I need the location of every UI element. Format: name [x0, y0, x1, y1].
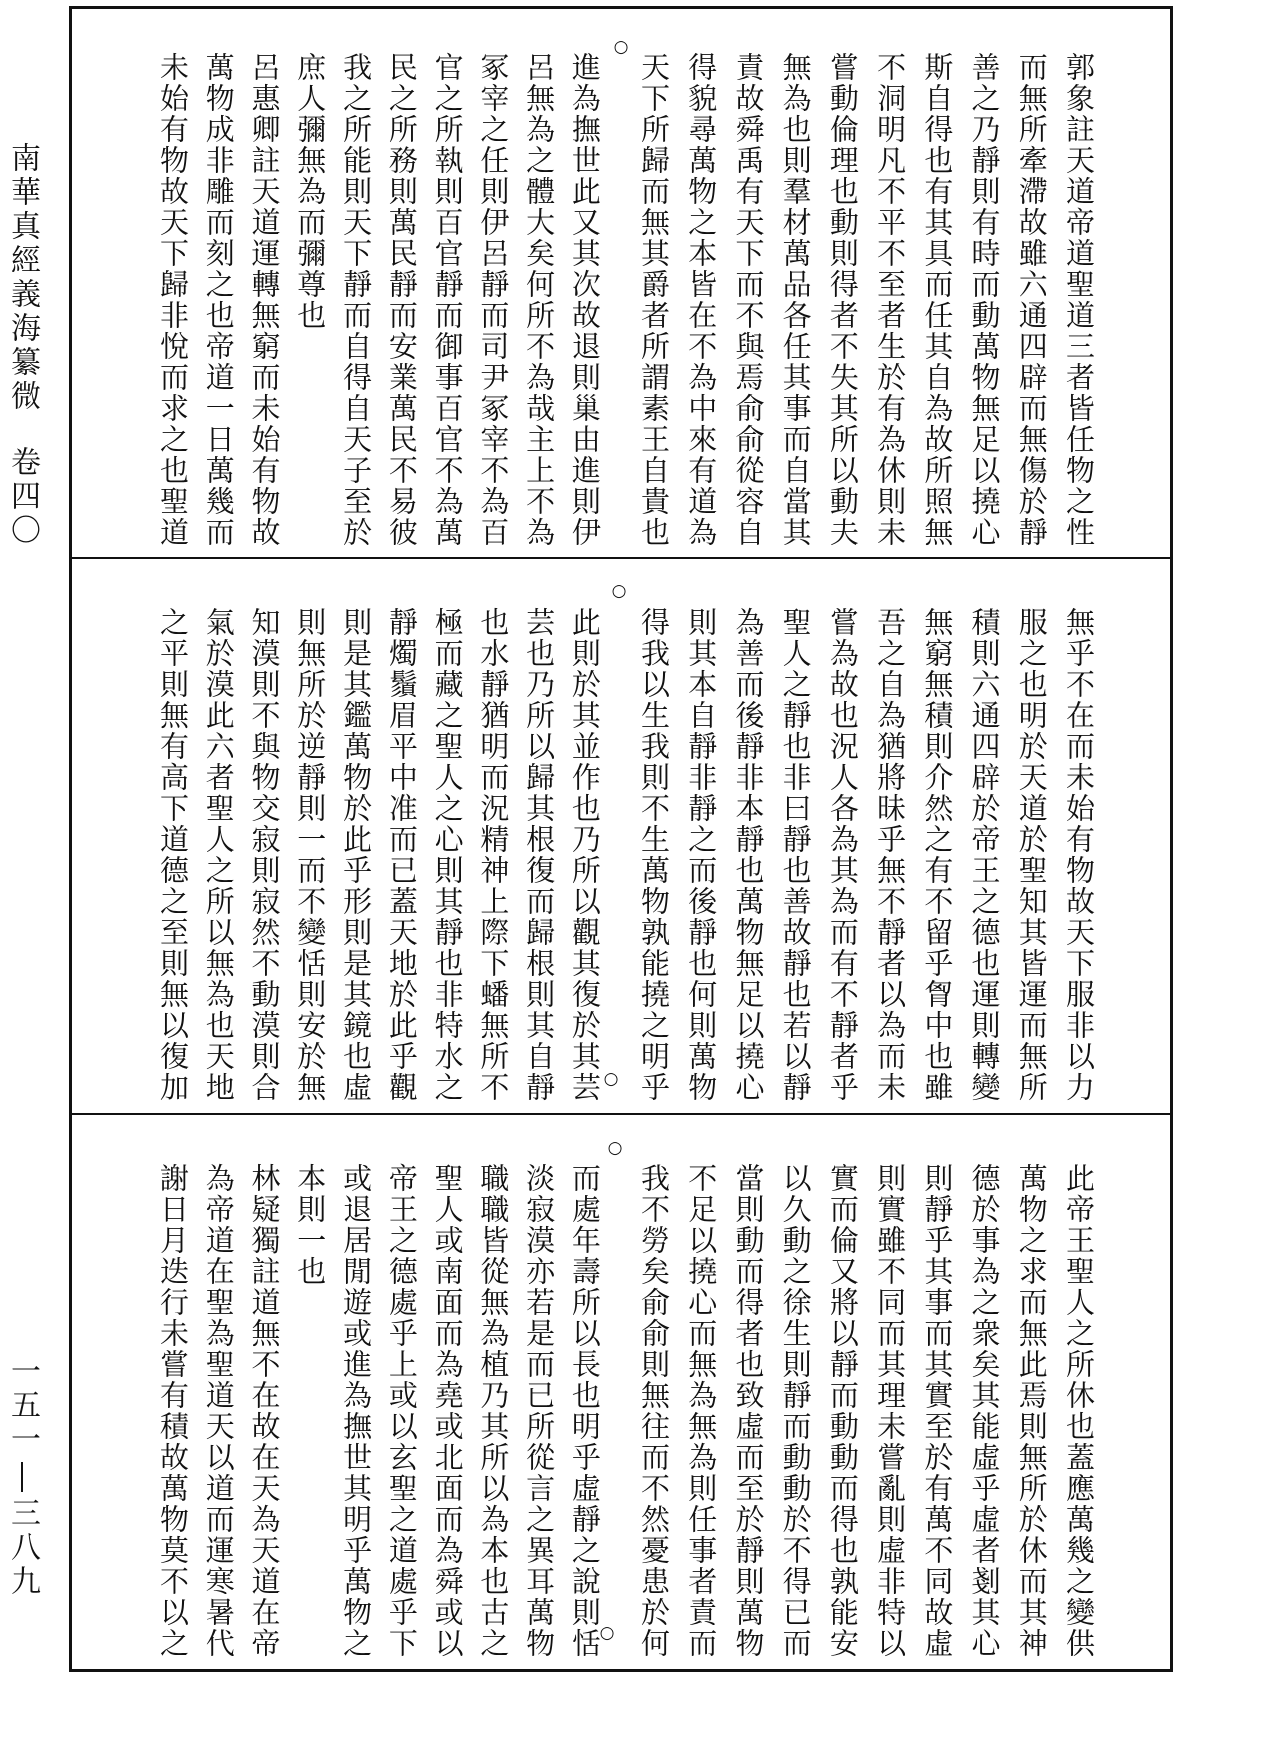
text-column: 吾之自為猶將昧乎無不靜者以為而未: [873, 607, 908, 1103]
text-column: 進為撫世此又其次故退則巢由進則伊: [567, 52, 602, 548]
text-column: 而處年壽所以長也明乎虛靜之說則恬: [567, 1163, 602, 1659]
text-column: 也水靜猶明而況精神上際下蟠無所不: [476, 607, 511, 1103]
right-half-leaf: [632, 1163, 1101, 1663]
text-column: 郭象註天道帝道聖道三者皆任物之性: [1061, 52, 1096, 548]
text-column: 則是其鑑萬物於此乎形則是其鏡也虛: [339, 607, 374, 1103]
text-column: 冢宰之任則伊呂靜而司尹冢宰不為百: [476, 52, 511, 548]
text-column: 無乎不在而未始有物故天下服非以力: [1061, 607, 1096, 1103]
book-title: 南華真經義海纂微: [5, 142, 40, 414]
text-column: 庶人彌無為而彌尊也: [293, 52, 328, 331]
text-column: 為帝道在聖為聖道天以道而運寒暑代: [201, 1163, 236, 1659]
text-frame: [69, 6, 1173, 1672]
page-number-leaf: 三八九: [5, 1497, 40, 1599]
text-column: 我不勞矣俞俞則無往而不然憂患於何: [637, 1163, 671, 1659]
text-column: 則實雖不同而其理未嘗亂則虛非特以: [873, 1163, 908, 1659]
text-register-2: [72, 559, 1170, 1115]
text-column: 知漠則不與物交寂則寂然不動漠則合: [247, 607, 282, 1103]
text-column: 萬物之求而無此焉則無所於休而其神: [1014, 1163, 1049, 1659]
section-mark: ○: [607, 1138, 623, 1158]
text-register-3: [72, 1115, 1170, 1669]
page-number-volume: 一五一: [5, 1355, 40, 1457]
text-column: 實而倫又將以靜而動動而得也孰能安: [825, 1163, 860, 1659]
section-mark: ○: [603, 1069, 619, 1089]
text-column: 之平則無有高下道德之至則無以復加: [156, 607, 190, 1103]
text-column: 林疑獨註道無不在故在天為天道在帝: [247, 1163, 282, 1659]
text-column: 得貌尋萬物之本皆在不為中來有道為: [684, 52, 719, 548]
text-column: 不洞明凡不平不至者生於有為休則未: [873, 52, 908, 548]
text-column: 氣於漠此六者聖人之所以無為也天地: [201, 607, 236, 1103]
left-half-leaf: [151, 1163, 607, 1663]
text-column: 本則一也: [293, 1163, 328, 1287]
text-column: 善之乃靜則有時而動萬物無足以撓心: [967, 52, 1002, 548]
text-column: 不足以撓心而無為無為則任事者責而: [684, 1163, 719, 1659]
text-column: 天下所歸而無其爵者所謂素王自貴也: [637, 52, 671, 548]
left-half-leaf: [151, 607, 607, 1107]
text-column: 官之所執則百官靜而御事百官不為萬: [430, 52, 465, 548]
text-column: 嘗為故也況人各為其為而有不靜者乎: [825, 607, 860, 1103]
text-column: 職職皆從無為植乃其所以為本也古之: [476, 1163, 511, 1659]
right-half-leaf: [632, 607, 1101, 1107]
text-column: 則其本自靜非靜之而後靜也何則萬物: [684, 607, 719, 1103]
page-number-separator: [21, 1462, 23, 1492]
text-column: 聖人之靜也非曰靜也善故靜也若以靜: [778, 607, 813, 1103]
text-column: 積則六通四辟於帝王之德也運則轉變: [967, 607, 1002, 1103]
text-column: 德於事為之衆矣其能虛乎虛者剗其心: [967, 1163, 1002, 1659]
text-column: 呂惠卿註天道運轉無窮而未始有物故: [247, 52, 282, 548]
text-column: 則靜乎其事而其實至於有萬不同故虛: [920, 1163, 955, 1659]
text-column: 無為也則羣材萬品各任其事而自當其: [778, 52, 813, 548]
section-mark: ○: [613, 37, 629, 57]
left-half-leaf: [151, 52, 607, 552]
text-column: 或退居閒遊或進為撫世其明乎萬物之: [339, 1163, 374, 1659]
text-column: 為善而後靜非本靜也萬物無足以撓心: [731, 607, 766, 1103]
text-column: 未始有物故天下歸非悅而求之也聖道: [156, 52, 190, 548]
text-column: 則無所於逆靜則一而不變恬則安於無: [293, 607, 328, 1103]
text-column: 民之所務則萬民靜而安業萬民不易彼: [384, 52, 419, 548]
text-column: 以久動之徐生則靜而動動於不得已而: [778, 1163, 813, 1659]
text-column: 聖人或南面而為堯或北面而為舜或以: [430, 1163, 465, 1659]
text-column: 當則動而得者也致虛而至於靜則萬物: [731, 1163, 766, 1659]
text-column: 責故舜禹有天下而不與焉俞俞從容自: [731, 52, 766, 548]
text-column: 服之也明於天道於聖知其皆運而無所: [1014, 607, 1049, 1103]
text-column: 芸也乃所以歸其根復而歸根則其自靜: [522, 607, 557, 1103]
text-column: 無窮無積則介然之有不留乎胷中也雖: [920, 607, 955, 1103]
text-column: 極而藏之聖人之心則其靜也非特水之: [430, 607, 465, 1103]
text-column: 我之所能則天下靜而自得自天子至於: [339, 52, 374, 548]
text-column: 帝王之德處乎上或以玄聖之道處乎下: [384, 1163, 419, 1659]
text-column: 得我以生我則不生萬物孰能撓之明乎: [637, 607, 671, 1103]
text-column: 嘗動倫理也動則得者不失其所以動夫: [825, 52, 860, 548]
text-column: 此帝王聖人之所休也蓋應萬幾之變供: [1061, 1163, 1096, 1659]
text-column: 謝日月迭行未嘗有積故萬物莫不以之: [156, 1163, 190, 1659]
text-column: 萬物成非雕而刻之也帝道一日萬幾而: [201, 52, 236, 548]
text-column: 淡寂漠亦若是而已所從言之異耳萬物: [522, 1163, 557, 1659]
text-column: 此則於其並作也乃所以觀其復於其芸: [567, 607, 602, 1103]
text-column: 靜燭鬚眉平中准而已蓋天地於此乎觀: [384, 607, 419, 1103]
volume-label: 卷四〇: [5, 446, 40, 548]
text-register-1: [72, 9, 1170, 559]
text-column: 斯自得也有其具而任其自為故所照無: [920, 52, 955, 548]
text-column: 呂無為之體大矣何所不為哉主上不為: [522, 52, 557, 548]
section-mark: ○: [611, 581, 627, 601]
section-mark: ○: [599, 1623, 615, 1643]
text-column: 而無所牽滯故雖六通四辟而無傷於靜: [1014, 52, 1049, 548]
right-half-leaf: [632, 52, 1101, 552]
